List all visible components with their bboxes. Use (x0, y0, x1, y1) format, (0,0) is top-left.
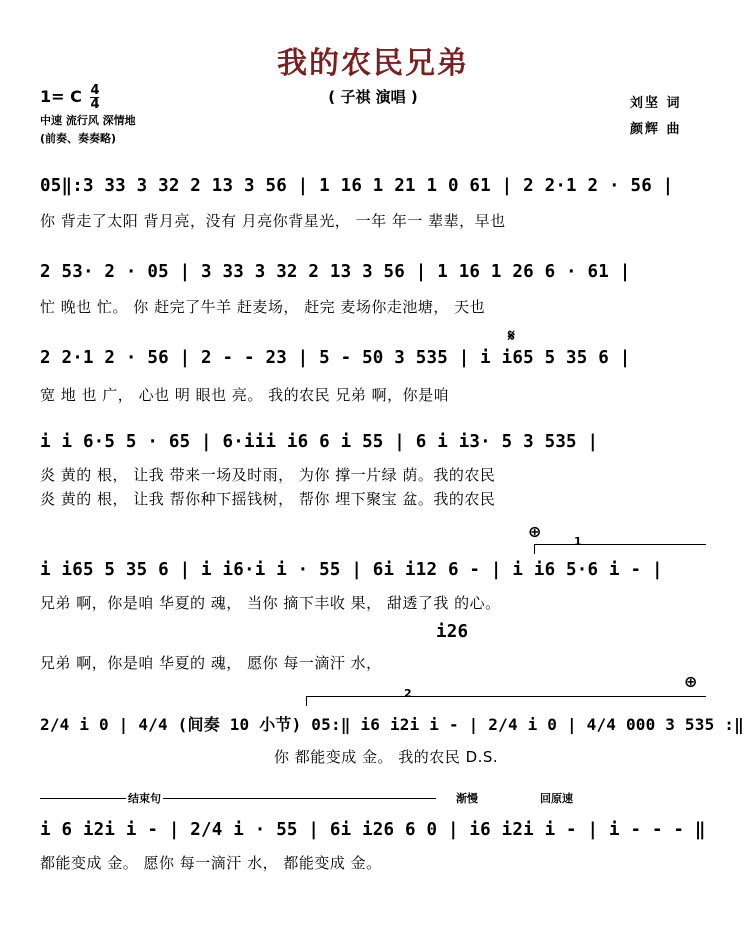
lyric-row-3: 宽 地 也 广， 心也 明 眼也 亮。 我的农民 兄弟 啊，你是咱 (40, 386, 450, 404)
lyric-row-7: 都能变成 金。 愿你 每一滴汗 水， 都能变成 金。 (40, 854, 382, 872)
notation-row-7: i 6 i2i i - | 2/4 i · 55 | 6i i26 6 0 | i6 i2i i - | i - - - ‖ (40, 820, 706, 840)
lyric-row-5b: 兄弟 啊，你是咱 华夏的 魂， 愿你 每一滴汗 水， (40, 654, 382, 672)
tempo-marking: 中速 流行风 深情地 (40, 114, 136, 127)
prelude-note: (前奏、奏奏略) (40, 132, 117, 145)
ending-2-bracket (306, 696, 706, 697)
composer-credit: 颜辉 曲 (630, 122, 682, 137)
lyric-row-5a: 兄弟 啊，你是咱 华夏的 魂， 当你 摘下丰收 果， 甜透了我 的心。 (40, 594, 501, 612)
a-tempo-label: 回原速 (540, 792, 573, 805)
notation-row-3: 2 2·1 2 · 56 | 2 - - 23 | 5 - 50 3 535 | i i65 5 35 6 | (40, 348, 631, 368)
ending-1-number: 1 (574, 535, 582, 548)
segno-mark: 𝄋 (508, 326, 515, 345)
notation-row-2: 2 53· 2 · 05 | 3 33 3 32 2 13 3 56 | 1 16 1 26 6 · 61 | (40, 262, 631, 282)
lyric-row-2: 忙 晚也 忙。 你 赶完了牛羊 赶麦场， 赶完 麦场你走池塘， 天也 (40, 298, 486, 316)
lyric-row-1: 你 背走了太阳 背月亮，没有 月亮你背星光， 一年 年一 辈辈，早也 (40, 212, 506, 230)
ending-1-bracket (534, 544, 706, 545)
lyric-row-4a: 炎 黄的 根， 让我 带来一场及时雨， 为你 撑一片绿 荫。我的农民 (40, 466, 496, 484)
ending-2-bracket-tick (306, 696, 307, 706)
lyric-row-6: 你 都能变成 金。 我的农民 D.S. (274, 748, 499, 766)
coda-mark-1: ⊕ (528, 522, 542, 541)
time-top: 4 (90, 83, 100, 98)
lyricist-credit: 刘坚 词 (630, 96, 682, 111)
notation-row-6: 2/4 i 0 | 4/4 (间奏 10 小节) 05:‖ i6 i2i i - | 2/4 i 0 | 4/4 000 3 535 :‖ (40, 715, 744, 734)
coda-mark-2: ⊕ (684, 672, 698, 691)
key-label: 1= C (40, 87, 82, 106)
ending-1-bracket-tick (534, 544, 535, 554)
ending-2-number: 2 (404, 687, 412, 700)
song-title: 我的农民兄弟 (277, 46, 469, 81)
ritardando-label: 渐慢 (456, 792, 478, 805)
coda-phrase-bracket (40, 798, 436, 799)
singer-line: ( 子祺 演唱 ) (328, 88, 418, 106)
time-signature (90, 84, 99, 111)
notation-row-4: i i 6·5 5 · 65 | 6·iii i6 6 i 55 | 6 i i3· 5 3 535 | (40, 432, 599, 452)
key-signature (40, 84, 99, 111)
notation-row-1: 05‖:3 33 3 32 2 13 3 56 | 1 16 1 21 1 0 61 | 2 2·1 2 · 56 | (40, 176, 674, 196)
coda-phrase-label: 结束句 (128, 792, 161, 805)
notation-row-5: i i65 5 35 6 | i i6·i i · 55 | 6i i12 6 - | i i6 5·6 i - | (40, 560, 663, 580)
time-bottom: 4 (90, 97, 100, 112)
alt-notation: i26 (436, 622, 469, 642)
lyric-row-4b: 炎 黄的 根， 让我 帮你种下摇钱树， 帮你 埋下聚宝 盆。我的农民 (40, 490, 496, 508)
